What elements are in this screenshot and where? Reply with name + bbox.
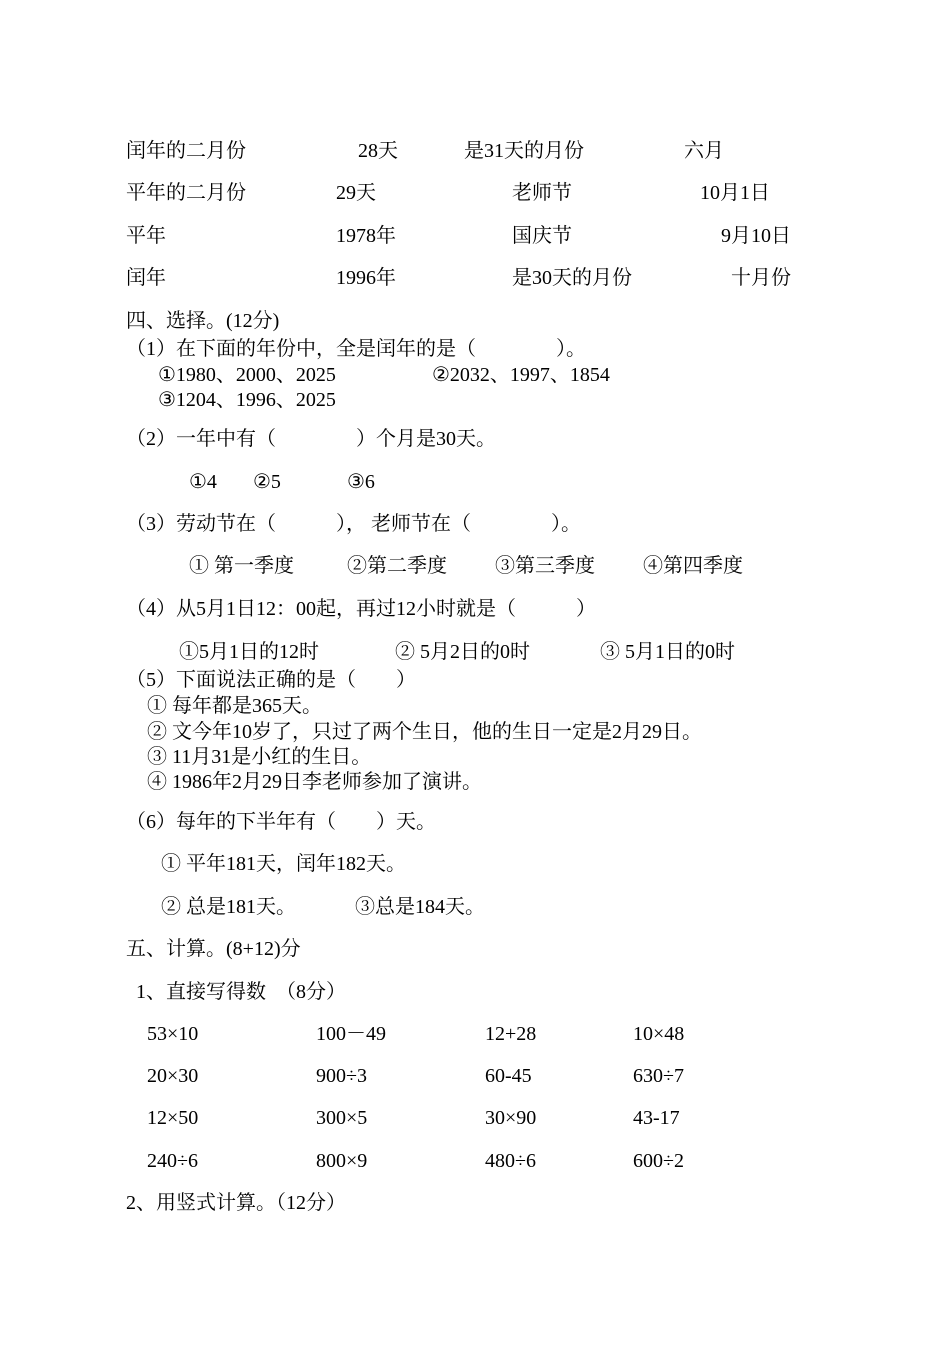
- section5-sub1: 1、直接写得数 （8分）: [136, 981, 346, 1003]
- calc-r2-c2: 900÷3: [316, 1065, 367, 1087]
- q4-option-a: ①5月1日的12时: [179, 641, 319, 663]
- calc-r2-c4: 630÷7: [633, 1065, 684, 1087]
- match-r3-c1: 平年: [126, 225, 166, 247]
- q2-option-a: ①4: [189, 471, 217, 493]
- q3-option-c: ③第三季度: [495, 555, 595, 577]
- calc-r1-c1: 53×10: [147, 1023, 199, 1045]
- match-r4-c2: 1996年: [336, 267, 396, 289]
- q6-stem: （6）每年的下半年有（ ）天。: [126, 811, 436, 833]
- section5-sub2: 2、用竖式计算。（12分）: [126, 1192, 346, 1214]
- q6-option-b: ② 总是181天。: [161, 896, 296, 918]
- q3-stem: （3）劳动节在（ ）， 老师节在（ ）。: [126, 513, 581, 535]
- q4-stem: （4）从5月1日12：00起，再过12小时就是（ ）: [126, 598, 596, 620]
- calc-r3-c3: 30×90: [485, 1107, 537, 1129]
- q5-option-d: ④ 1986年2月29日李老师参加了演讲。: [147, 771, 482, 793]
- match-r4-c4: 十月份: [731, 267, 791, 289]
- q1-stem: （1）在下面的年份中，全是闰年的是（ ）。: [126, 338, 586, 360]
- q2-option-c: ③6: [347, 471, 375, 493]
- q3-option-a: ① 第一季度: [189, 555, 294, 577]
- calc-r2-c1: 20×30: [147, 1065, 199, 1087]
- calc-r1-c2: 100－49: [316, 1023, 386, 1045]
- q3-option-d: ④第四季度: [643, 555, 743, 577]
- section5-title: 五、计算。(8+12)分: [126, 938, 301, 960]
- match-r2-c4: 10月1日: [700, 182, 770, 204]
- calc-r2-c3: 60-45: [485, 1065, 532, 1087]
- calc-r1-c4: 10×48: [633, 1023, 685, 1045]
- section4-title: 四、选择。(12分): [126, 310, 280, 332]
- calc-r4-c1: 240÷6: [147, 1150, 198, 1172]
- calc-r4-c3: 480÷6: [485, 1150, 536, 1172]
- match-r3-c4: 9月10日: [721, 225, 791, 247]
- q4-option-b: ② 5月2日的0时: [395, 641, 530, 663]
- q6-option-c: ③总是184天。: [355, 896, 485, 918]
- match-r2-c2: 29天: [336, 182, 376, 204]
- q1-option-b: ②2032、1997、1854: [432, 364, 610, 386]
- match-r2-c3: 老师节: [512, 182, 572, 204]
- match-r1-c3: 是31天的月份: [464, 140, 584, 162]
- calc-r3-c2: 300×5: [316, 1107, 368, 1129]
- q6-option-a: ① 平年181天，闰年182天。: [161, 853, 406, 875]
- q5-option-a: ① 每年都是365天。: [147, 695, 322, 717]
- q2-option-b: ②5: [253, 471, 281, 493]
- q2-stem: （2）一年中有（ ）个月是30天。: [126, 428, 496, 450]
- q5-option-c: ③ 11月31是小红的生日。: [147, 746, 372, 768]
- match-r1-c1: 闰年的二月份: [126, 140, 246, 162]
- match-r3-c3: 国庆节: [512, 225, 572, 247]
- match-r2-c1: 平年的二月份: [126, 182, 246, 204]
- match-r4-c1: 闰年: [126, 267, 166, 289]
- q5-option-b: ② 文今年10岁了，只过了两个生日，他的生日一定是2月29日。: [147, 721, 702, 743]
- calc-r4-c2: 800×9: [316, 1150, 368, 1172]
- q4-option-c: ③ 5月1日的0时: [600, 641, 735, 663]
- match-r1-c4: 六月: [684, 140, 724, 162]
- q3-option-b: ②第二季度: [347, 555, 447, 577]
- q1-option-c: ③1204、1996、2025: [158, 389, 336, 411]
- calc-r3-c1: 12×50: [147, 1107, 199, 1129]
- calc-r3-c4: 43-17: [633, 1107, 680, 1129]
- match-r3-c2: 1978年: [336, 225, 396, 247]
- match-r4-c3: 是30天的月份: [512, 267, 632, 289]
- match-r1-c2: 28天: [358, 140, 398, 162]
- q5-stem: （5）下面说法正确的是（ ）: [126, 669, 416, 691]
- calc-r1-c3: 12+28: [485, 1023, 537, 1045]
- calc-r4-c4: 600÷2: [633, 1150, 684, 1172]
- q1-option-a: ①1980、2000、2025: [158, 364, 336, 386]
